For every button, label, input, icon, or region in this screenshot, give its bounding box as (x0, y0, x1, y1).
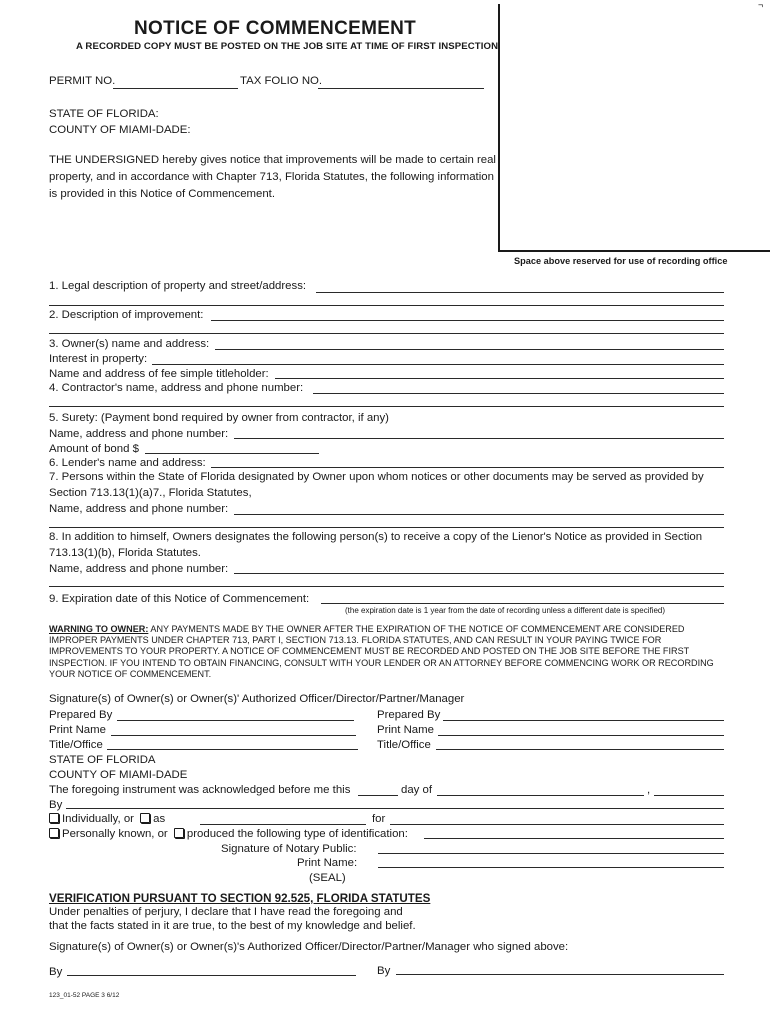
as-checkbox[interactable] (140, 813, 150, 823)
field-7-label: 7. Persons within the State of Florida designated by Owner upon whom notices or other documents may be served as provided by (49, 471, 704, 483)
field-5-label: 5. Surety: (Payment bond required by owner from contractor, if any) (49, 412, 389, 424)
produced-id-checkbox[interactable] (174, 828, 184, 838)
field-1-input-2[interactable] (49, 305, 724, 306)
individually-row (49, 813, 165, 825)
intro-line-1: THE UNDERSIGNED hereby gives notice that improvements will be made to certain real (49, 154, 496, 166)
notary-print-label: Print Name: (297, 857, 358, 869)
field-7-input[interactable] (234, 514, 724, 515)
ack-day-of-label: day of (401, 784, 433, 796)
field-6-label: 6. Lender's name and address: (49, 457, 206, 469)
field-8-label: 8. In addition to himself, Owners designates the following person(s) to receive a copy of the Lienor's Notice as provided in Section (49, 531, 703, 543)
verification-line-1: Under penalties of perjury, I declare that I have read the foregoing and (49, 906, 403, 918)
individually-label: Individually, or (62, 813, 134, 825)
verification-line-2: that the facts stated in it are true, to the best of my knowledge and belief. (49, 920, 416, 932)
print-name-input[interactable] (111, 735, 356, 736)
bond-amount-label: Amount of bond $ (49, 443, 139, 455)
title-office-label: Title/Office (49, 739, 103, 751)
print-name-label-2: Print Name (377, 724, 434, 736)
ack-comma: , (647, 784, 651, 796)
field-1-input[interactable] (316, 292, 724, 293)
county-heading: COUNTY OF MIAMI-DADE: (49, 124, 191, 136)
surety-name-label: Name, address and phone number: (49, 428, 229, 440)
recording-office-note: Space above reserved for use of recording office (514, 256, 728, 266)
title-office-input-2[interactable] (436, 749, 724, 750)
print-name-label: Print Name (49, 724, 106, 736)
expiration-note: (the expiration date is 1 year from the date of recording unless a different date is specified) (345, 606, 666, 615)
field-8-name-label: Name, address and phone number: (49, 563, 229, 575)
field-7-label-2: Section 713.13(1)(a)7., Florida Statutes, (49, 487, 252, 499)
field-4-input-2[interactable] (49, 406, 724, 407)
field-8-input[interactable] (234, 573, 724, 574)
for-label: for (372, 813, 386, 825)
bond-amount-input[interactable] (145, 453, 319, 454)
print-name-input-2[interactable] (438, 735, 724, 736)
produced-id-label: produced the following type of identification: (186, 828, 408, 840)
warning-text: ANY PAYMENTS MADE BY THE OWNER AFTER THE EXPIRATION OF THE NOTICE OF COMMENCEMENT ARE CONSIDERED IMPROPER PAYMENTS UNDER CHAPTER 713, PART I, SECTION 713.13. FLORIDA STATUTES, AND CAN RESULT IN YOUR PAYING TWICE FOR IMPROVEMENTS TO YOUR PROPERTY. A NOTICE OF COMMENCEMENT MUST BE RECORDED AND POSTED ON THE JOB SITE BEFORE THE FIRST INSPECTION. IF YOU INTEND TO OBTAIN FINANCING, CONSULT WITH YOUR LENDER OR AN ATTORNEY BEFORE COMMENCING WORK OR RECORDING YOUR NOTICE OF COMMENCEMENT. (49, 624, 714, 679)
form-code: 123_01-52 PAGE 3 6/12 (49, 992, 120, 999)
verification-signature-heading: Signature(s) of Owner(s) or Owner(s)'s Authorized Officer/Director/Partner/Manager who signed above: (49, 941, 569, 953)
verification-by-label: By (49, 966, 63, 978)
interest-input[interactable] (152, 364, 724, 365)
fee-titleholder-input[interactable] (275, 378, 724, 379)
state-heading: STATE OF FLORIDA: (49, 108, 159, 120)
surety-name-input[interactable] (234, 438, 724, 439)
verification-by-input-2[interactable] (396, 974, 724, 975)
field-8-label-2: 713.13(1)(b), Florida Statutes. (49, 547, 201, 559)
permit-field[interactable] (113, 88, 238, 89)
ack-year-input[interactable] (654, 795, 724, 796)
prepared-by-input[interactable] (117, 720, 354, 721)
identification-input[interactable] (424, 838, 724, 839)
intro-line-3: is provided in this Notice of Commencement. (49, 188, 276, 200)
by-input[interactable] (66, 808, 724, 809)
field-4-input[interactable] (313, 393, 724, 394)
field-3-label: 3. Owner(s) name and address: (49, 338, 210, 350)
corner-mark: ¬ (758, 0, 764, 10)
field-2-input-2[interactable] (49, 333, 724, 334)
permit-label: PERMIT NO. (49, 75, 116, 87)
personally-known-checkbox[interactable] (49, 828, 59, 838)
title-office-label-2: Title/Office (377, 739, 431, 751)
field-8-input-2[interactable] (49, 586, 724, 587)
ack-day-input[interactable] (358, 795, 398, 796)
personally-known-row (49, 828, 408, 840)
prepared-by-input-2[interactable] (443, 720, 724, 721)
field-9-input[interactable] (321, 603, 724, 604)
as-label: as (153, 813, 166, 825)
intro-line-2: property, and in accordance with Chapter 713, Florida Statutes, the following information (49, 171, 494, 183)
field-9-label: 9. Expiration date of this Notice of Commencement: (49, 593, 310, 605)
acknowledgment-label: The foregoing instrument was acknowledged before me this (49, 784, 351, 796)
notary-signature-input[interactable] (378, 853, 724, 854)
field-4-label: 4. Contractor's name, address and phone number: (49, 382, 304, 394)
for-input[interactable] (390, 824, 724, 825)
notary-county: COUNTY OF MIAMI-DADE (49, 769, 188, 781)
warning-block (49, 624, 735, 680)
fee-titleholder-label: Name and address of fee simple titleholder: (49, 368, 269, 380)
field-2-label: 2. Description of improvement: (49, 309, 204, 321)
verification-by-input[interactable] (67, 975, 356, 976)
individually-checkbox[interactable] (49, 813, 59, 823)
notary-signature-label: Signature of Notary Public: (221, 843, 357, 855)
signature-heading: Signature(s) of Owner(s) or Owner(s)' Authorized Officer/Director/Partner/Manager (49, 693, 465, 705)
field-3-input[interactable] (215, 349, 724, 350)
field-6-input[interactable] (211, 467, 724, 468)
field-7-name-label: Name, address and phone number: (49, 503, 229, 515)
by-label: By (49, 799, 63, 811)
document-title: NOTICE OF COMMENCEMENT (134, 18, 417, 39)
prepared-by-label-2: Prepared By (377, 709, 441, 721)
tax-folio-field[interactable] (318, 88, 484, 89)
notary-state: STATE OF FLORIDA (49, 754, 156, 766)
as-input[interactable] (200, 824, 366, 825)
seal-label: (SEAL) (309, 872, 346, 884)
verification-by-label-2: By (377, 965, 391, 977)
personally-known-label: Personally known, or (62, 828, 168, 840)
document-subtitle: A RECORDED COPY MUST BE POSTED ON THE JOB SITE AT TIME OF FIRST INSPECTION (76, 41, 499, 52)
field-1-label: 1. Legal description of property and street/address: (49, 280, 307, 292)
ack-month-input[interactable] (437, 795, 644, 796)
field-7-input-2[interactable] (49, 527, 724, 528)
verification-heading: VERIFICATION PURSUANT TO SECTION 92.525, FLORIDA STATUTES (49, 892, 431, 905)
warning-label: WARNING TO OWNER: (49, 624, 149, 634)
prepared-by-label: Prepared By (49, 709, 113, 721)
recording-office-box (498, 4, 770, 252)
notary-print-input[interactable] (378, 867, 724, 868)
title-office-input[interactable] (107, 749, 358, 750)
field-2-input[interactable] (211, 320, 724, 321)
interest-label: Interest in property: (49, 353, 148, 365)
tax-folio-label: TAX FOLIO NO. (240, 75, 323, 87)
